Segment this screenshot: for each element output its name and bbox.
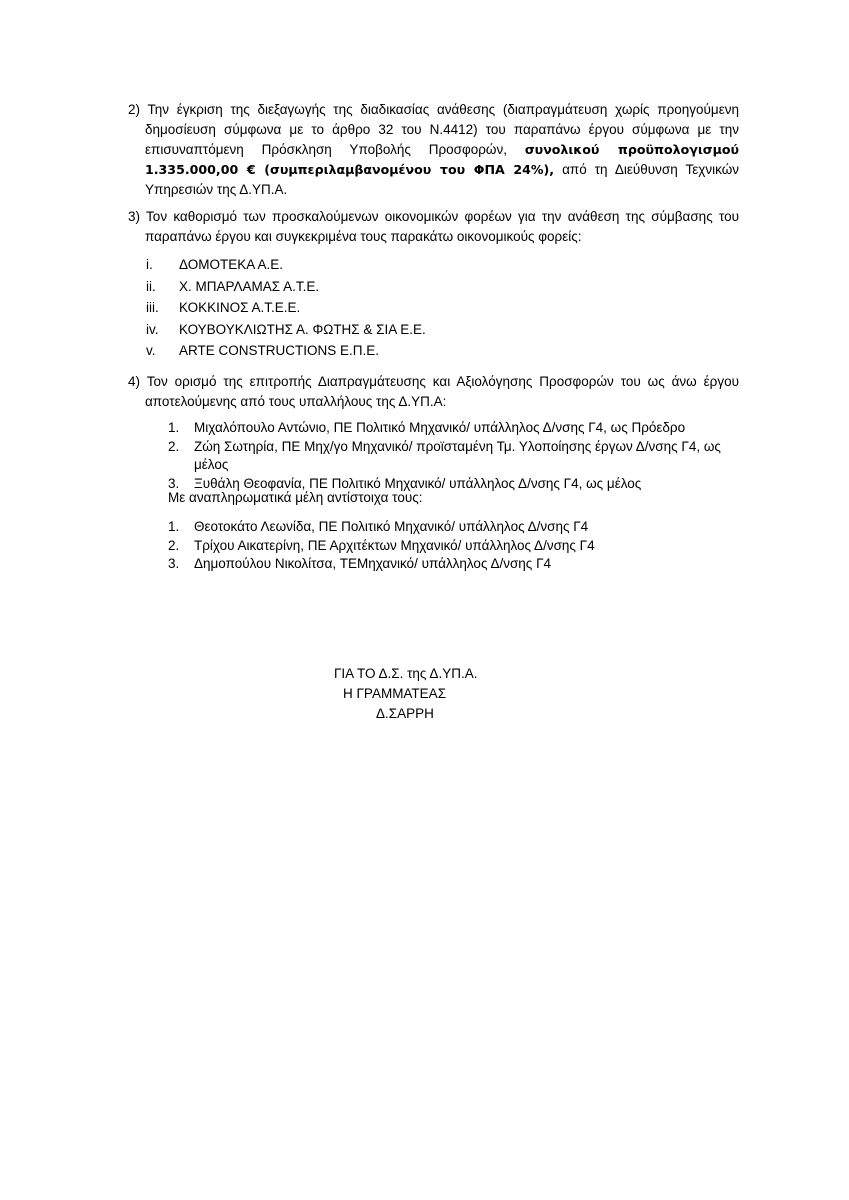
signature-name: Δ.ΣΑΡΡΗ <box>376 706 434 721</box>
item-4-number: 4) <box>128 374 141 389</box>
company-name: ΔΟΜΟΤΕΚΑ Α.Ε. <box>179 257 284 272</box>
signature-line-2: Η ΓΡΑΜΜΑΤΕΑΣ <box>343 686 447 701</box>
list-marker: 2. <box>168 537 180 553</box>
alternate-text: Θεοτοκάτο Λεωνίδα, ΠΕ Πολιτικό Μηχανικό/ υπάλληλος Δ/νσης Γ4 <box>194 519 589 534</box>
list-marker: ii. <box>146 278 156 294</box>
item-2-paragraph <box>128 100 739 200</box>
alternates-heading: Με αναπληρωματικά μέλη αντίστοιχα τους: <box>168 490 423 505</box>
alternate-members-list <box>168 518 728 574</box>
item-3-text: Τον καθορισμό των προσκαλούμενων οικονομικών φορέων για την ανάθεση της σύμβασης του παραπάνω έργου και συγκεκριμένα τους παρακάτω οικονομικούς φορείς: <box>145 209 739 244</box>
list-item <box>168 438 728 475</box>
list-item <box>168 419 728 438</box>
item-2-text-after: από τη Διεύθυνση Τεχνικών Υπηρεσιών της Δ.ΥΠ.Α. <box>145 162 739 197</box>
committee-members-list <box>168 419 728 493</box>
company-name: Χ. ΜΠΑΡΛΑΜΑΣ Α.Τ.Ε. <box>179 278 320 294</box>
signature-line-1: ΓΙΑ ΤΟ Δ.Σ. της Δ.ΥΠ.Α. <box>334 666 478 681</box>
item-4-paragraph <box>128 372 739 412</box>
item-3-paragraph <box>128 207 739 247</box>
list-marker: iii. <box>146 300 159 315</box>
item-2-budget-bold: συνολικού προϋπολογισμού 1.335.000,00 € (συμπεριλαμβανομένου του ΦΠΑ 24%), <box>145 142 739 177</box>
alternate-text: Δημοπούλου Νικολίτσα, ΤΕΜηχανικό/ υπάλληλος Δ/νσης Γ4 <box>194 556 552 571</box>
item-2-text-before: Την έγκριση της διεξαγωγής της διαδικασίας ανάθεσης (διαπραγμάτευση χωρίς προηγούμενη δημοσίευση σύμφωνα με το άρθρο 32 του Ν.4412) του παραπάνω έργου σύμφωνα με την επισυναπτόμενη Πρόσκληση Υποβολής Προσφορών, <box>145 102 739 157</box>
company-name: ARTE CONSTRUCTIONS Ε.Π.Ε. <box>179 343 380 358</box>
item-4-text: Τον ορισμό της επιτροπής Διαπραγμάτευσης και Αξιολόγησης Προσφορών του ως άνω έργου αποτελούμενης από τους υπαλλήλους της Δ.ΥΠ.Α: <box>145 374 739 409</box>
list-marker: 3. <box>168 556 180 571</box>
member-text: Μιχαλόπουλο Αντώνιο, ΠΕ Πολιτικό Μηχανικό/ υπάλληλος Δ/νσης Γ4, ως Πρόεδρο <box>194 420 686 435</box>
list-marker: iv. <box>146 321 159 337</box>
company-name: ΚΟΥΒΟΥΚΛΙΩΤΗΣ Α. ΦΩΤΗΣ & ΣΙΑ Ε.Ε. <box>179 321 426 337</box>
member-text: Ξυθάλη Θεοφανία, ΠΕ Πολιτικό Μηχανικό/ υπάλληλος Δ/νσης Γ4, ως μέλος <box>194 475 642 491</box>
list-item <box>168 537 728 556</box>
company-name: ΚΟΚΚΙΝΟΣ Α.Τ.Ε.Ε. <box>179 300 301 315</box>
list-marker: 3. <box>168 475 180 491</box>
item-2-number: 2) <box>128 102 141 117</box>
list-marker: 2. <box>168 438 180 454</box>
list-item <box>168 555 728 574</box>
member-text: Ζώη Σωτηρία, ΠΕ Μηχ/γο Μηχανικό/ προϊσταμένη Τμ. Υλοποίησης έργων Δ/νσης Γ4, ως μέλος <box>194 438 721 472</box>
list-item <box>168 518 728 537</box>
list-marker: i. <box>146 257 153 272</box>
item-3-number: 3) <box>128 209 141 224</box>
alternate-text: Τρίχου Αικατερίνη, ΠΕ Αρχιτέκτων Μηχανικό/ υπάλληλος Δ/νσης Γ4 <box>194 537 595 553</box>
list-marker: 1. <box>168 420 180 435</box>
list-marker: v. <box>146 343 156 358</box>
list-marker: 1. <box>168 519 180 534</box>
